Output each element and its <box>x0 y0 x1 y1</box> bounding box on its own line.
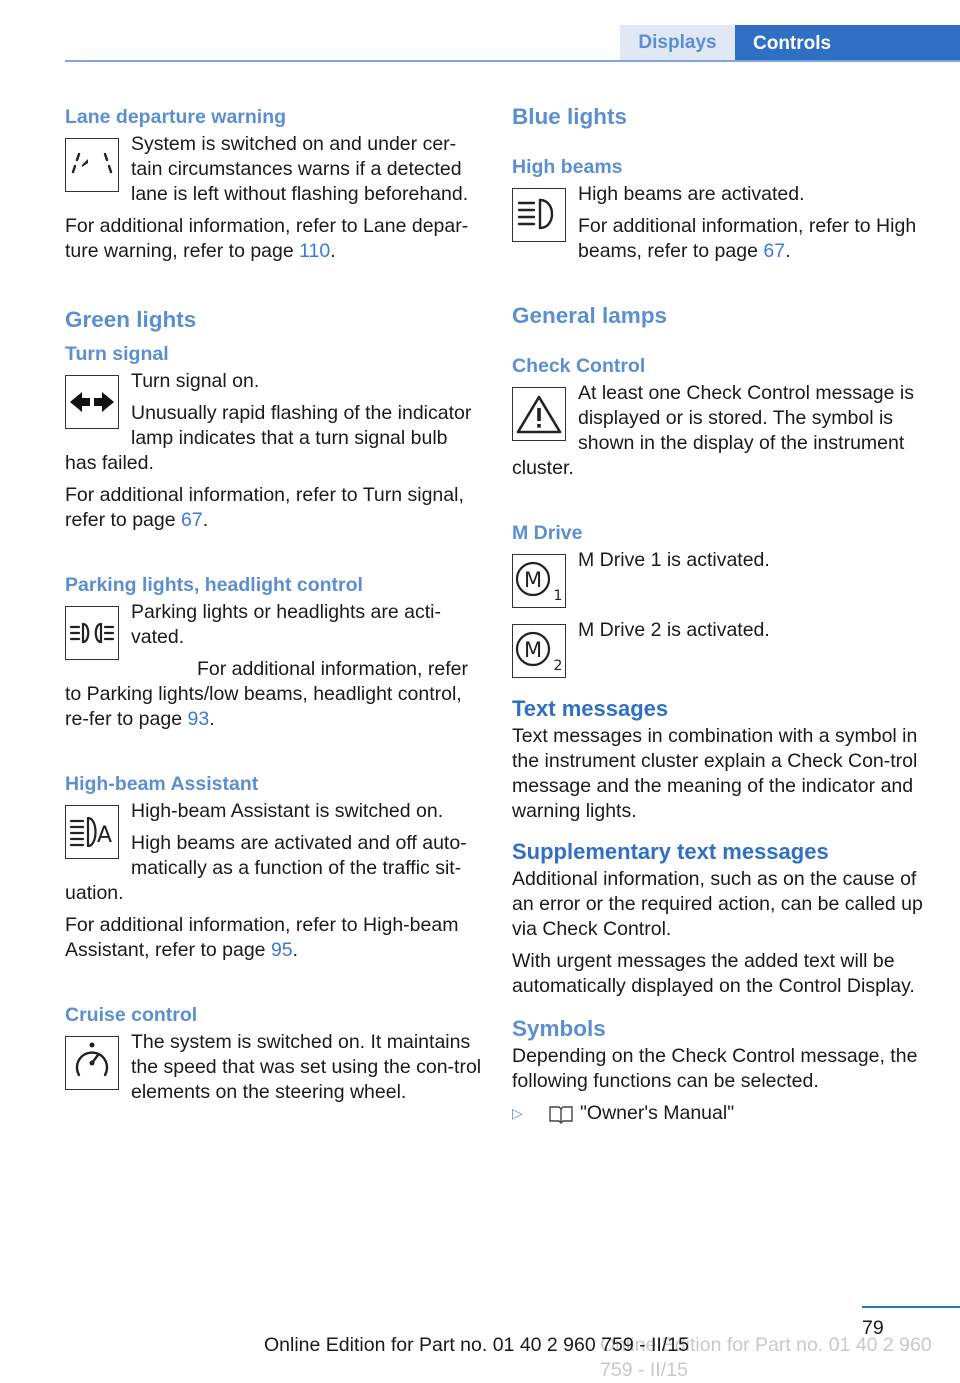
supplementary-text-1: Additional information, such as on the cause of an error or the required action, can be called up via Check Control. <box>512 868 923 940</box>
triangle-bullet-icon: ▷ <box>512 1105 523 1121</box>
check-control-text: At least one Check Control message is displayed or is stored. The symbol is shown in the display of the instrument cluster. <box>512 382 914 479</box>
high-beam-assistant-heading: High-beam Assistant <box>65 773 259 795</box>
m-drive-2-icon <box>512 624 566 678</box>
lane-departure-entry <box>65 132 482 214</box>
text-messages-text: Text messages in combination with a symbol in the instrument cluster explain a Check Con‐trol message and the meaning of the indicator and warning lights. <box>512 725 918 822</box>
m-drive-1-icon <box>512 554 566 608</box>
page-link-67[interactable]: 67 <box>181 509 203 531</box>
page-link-93[interactable]: 93 <box>187 708 210 730</box>
supplementary-text-2: With urgent messages the added text will be automatically displayed on the Control Display. <box>512 950 915 997</box>
svg-text:1: 1 <box>553 588 563 604</box>
high-beams-text-1: High beams are activated. <box>578 183 805 205</box>
turn-signal-reference: For additional information, refer to Turn signal, refer to page 67. <box>65 484 464 531</box>
turn-signal-entry <box>65 369 482 476</box>
turn-signal-text-1: Turn signal on. <box>131 370 260 392</box>
svg-text:A: A <box>97 823 113 848</box>
owners-manual-item[interactable] <box>512 1101 930 1126</box>
green-lights-heading: Green lights <box>65 307 197 332</box>
cruise-control-text: The system is switched on. It maintains the speed that was set using the con‐trol elements on the steering wheel. <box>131 1031 482 1103</box>
m-drive-heading: M Drive <box>512 522 583 544</box>
symbols-text: Depending on the Check Control message, the following functions can be selected. <box>512 1045 918 1092</box>
left-column <box>65 102 482 1112</box>
parking-lights-icon <box>65 606 119 660</box>
symbols-heading: Symbols <box>512 1016 606 1041</box>
svg-text:M: M <box>523 638 543 662</box>
tab-displays[interactable]: Displays <box>620 25 735 61</box>
header-divider <box>65 60 960 62</box>
blue-lights-heading: Blue lights <box>512 104 628 129</box>
lane-departure-reference: For additional information, refer to Lane depar‐ture warning, refer to page 110. <box>65 215 469 262</box>
high-beam-icon <box>512 188 566 242</box>
page-number: 79 <box>862 1317 884 1339</box>
parking-lights-text: Parking lights or headlights are acti‐vated. <box>131 601 441 648</box>
turn-signal-text-2: Unusually rapid flashing of the indicator lamp indicates that a turn signal bulb has failed. <box>65 402 472 474</box>
lane-departure-icon <box>65 138 119 192</box>
high-beams-entry <box>512 182 930 271</box>
watermark-text: Online Edition for Part no. 01 40 2 960 759 - II/15 <box>600 1334 932 1381</box>
tab-controls[interactable]: Controls <box>735 25 960 62</box>
cruise-control-heading: Cruise control <box>65 1004 198 1026</box>
general-lamps-heading: General lamps <box>512 303 668 328</box>
high-beam-assistant-entry <box>65 799 482 906</box>
warning-triangle-icon <box>512 387 566 441</box>
text-messages-heading: Text messages <box>512 696 669 721</box>
page-link-67-right[interactable]: 67 <box>763 240 786 262</box>
turn-signal-icon <box>65 375 119 429</box>
m-drive-2-text: M Drive 2 is activated. <box>578 619 770 641</box>
high-beam-assistant-text-1: High-beam Assistant is switched on. <box>131 800 444 822</box>
cruise-control-entry <box>65 1030 482 1105</box>
svg-text:M: M <box>523 568 543 592</box>
page-link-95[interactable]: 95 <box>270 939 293 961</box>
high-beam-assistant-icon <box>65 805 119 859</box>
right-column <box>512 102 930 1126</box>
cruise-control-icon <box>65 1036 119 1090</box>
book-icon <box>548 1104 580 1124</box>
edition-text: Online Edition for Part no. 01 40 2 960 759 - II/15 <box>264 1334 689 1356</box>
check-control-entry <box>512 381 930 481</box>
high-beam-assistant-reference: For additional information, refer to High-beam Assistant, refer to page 95. <box>65 914 459 961</box>
owners-manual-label: "Owner's Manual" <box>580 1102 735 1124</box>
m-drive-2-entry <box>512 618 930 690</box>
parking-lights-reference: For additional information, refer to Parking lights/low beams, headlight control, re‐fer to page 93. <box>65 658 468 730</box>
footer-divider <box>862 1306 960 1308</box>
m-drive-1-entry <box>512 548 930 618</box>
high-beams-heading: High beams <box>512 156 623 178</box>
parking-lights-entry <box>65 600 482 650</box>
lane-departure-heading: Lane departure warning <box>65 106 287 128</box>
svg-text:2: 2 <box>553 658 563 674</box>
high-beams-text-2: For additional information, refer to High beams, refer to page 67. <box>578 215 917 262</box>
lane-departure-text: System is switched on and under cer‐tain circumstances warns if a detected lane is left without flashing beforehand. <box>131 133 469 205</box>
high-beam-assistant-text-2: High beams are activated and off auto‐matically as a function of the traffic sit‐uation. <box>65 832 467 904</box>
supplementary-messages-heading: Supplementary text messages <box>512 839 829 864</box>
parking-lights-heading: Parking lights, headlight control <box>65 574 363 596</box>
m-drive-1-text: M Drive 1 is activated. <box>578 549 770 571</box>
check-control-heading: Check Control <box>512 355 646 377</box>
page-link-110[interactable]: 110 <box>299 240 331 262</box>
turn-signal-heading: Turn signal <box>65 343 169 365</box>
